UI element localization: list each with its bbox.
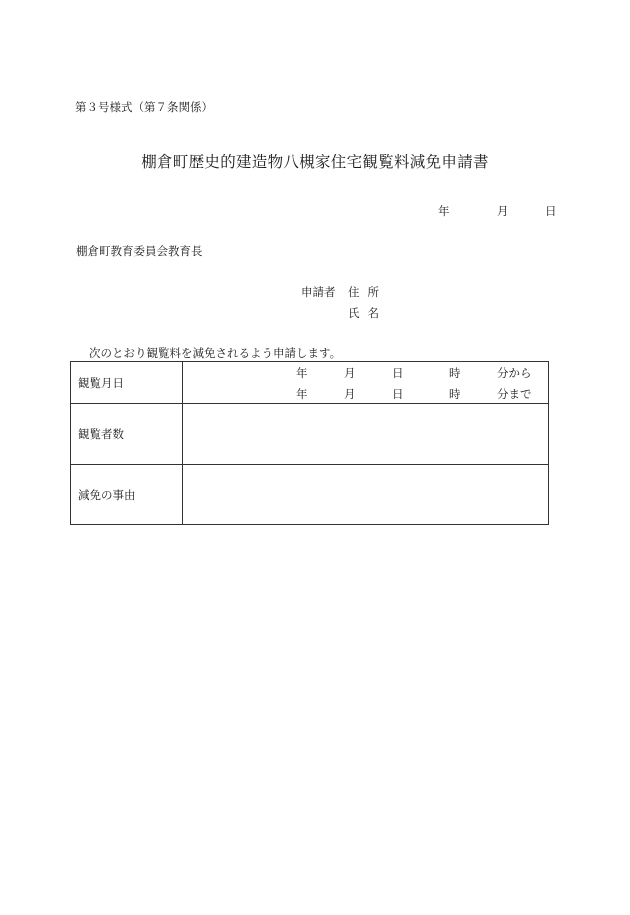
to-year-label: 年 [296, 387, 308, 401]
application-table [70, 361, 549, 525]
date-month-label: 月 [497, 204, 509, 218]
from-minute-label: 分から [497, 366, 532, 380]
form-number: 第３号様式（第７条関係） [75, 100, 213, 114]
table-row-divider [71, 464, 548, 465]
address-label: 住所 [348, 285, 387, 299]
document-title: 棚倉町歴史的建造物八槻家住宅観覧料減免申請書 [141, 153, 489, 171]
table-column-divider [182, 362, 183, 524]
reason-label: 減免の事由 [78, 488, 136, 502]
from-month-label: 月 [344, 366, 356, 380]
to-hour-label: 時 [449, 387, 461, 401]
from-day-label: 日 [392, 366, 404, 380]
applicant-label: 申請者 [301, 285, 336, 299]
to-day-label: 日 [392, 387, 404, 401]
name-label: 氏名 [348, 306, 387, 320]
date-year-label: 年 [438, 204, 450, 218]
recipient: 棚倉町教育委員会教育長 [76, 244, 203, 258]
table-row-divider [71, 403, 548, 404]
to-minute-label: 分まで [497, 387, 532, 401]
to-month-label: 月 [344, 387, 356, 401]
from-year-label: 年 [296, 366, 308, 380]
date-day-label: 日 [545, 204, 557, 218]
intro-text: 次のとおり観覧料を減免されるよう申請します。 [89, 346, 342, 360]
visitor-count-label: 観覧者数 [78, 427, 124, 441]
viewing-date-label: 観覧月日 [78, 376, 124, 390]
from-hour-label: 時 [449, 366, 461, 380]
